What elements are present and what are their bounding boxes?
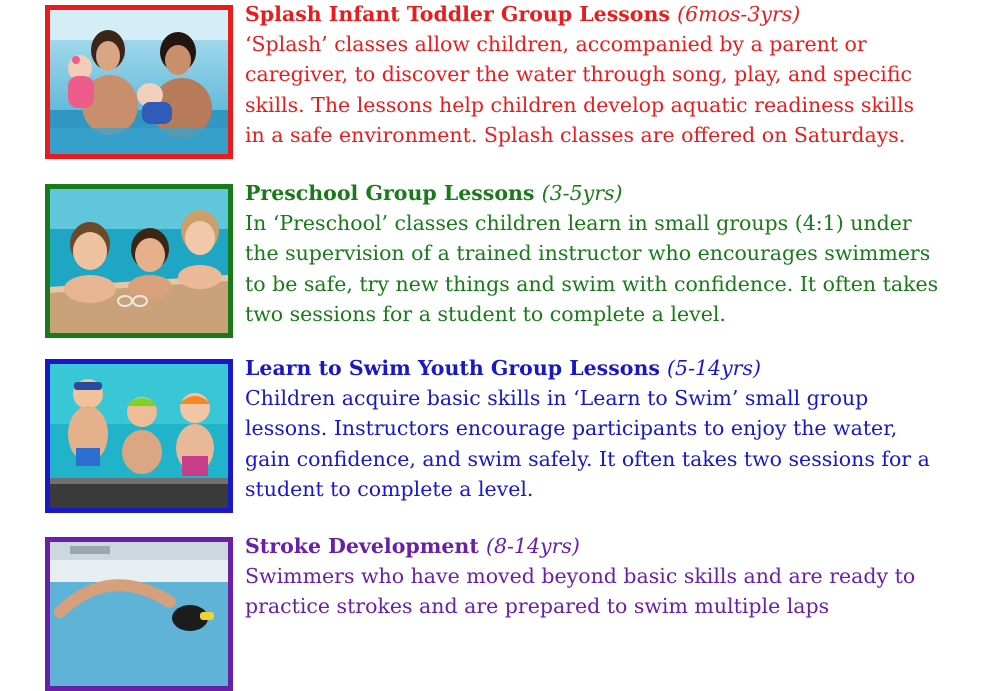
- lesson-description-line: In ‘Preschool’ classes children learn in small groups (4:1) under: [245, 211, 912, 236]
- lesson-title: Learn to Swim Youth Group Lessons: [245, 356, 660, 380]
- learn-to-swim-photo: [45, 359, 233, 513]
- lesson-age-range: (8-14yrs): [485, 534, 580, 558]
- lesson-description-line: two sessions for a student to complete a level.: [245, 301, 726, 326]
- lesson-description-line: Swimmers who have moved beyond basic skills and are ready to: [245, 564, 916, 589]
- lesson-description-line: ‘Splash’ classes allow children, accompanied by a parent or: [245, 32, 867, 57]
- preschool-photo: [45, 184, 233, 338]
- lesson-age-range: (5-14yrs): [667, 356, 761, 380]
- kids-with-goggles-photo: [50, 364, 228, 508]
- lesson-heading: [245, 531, 945, 561]
- lesson-preschool-text: [245, 178, 945, 329]
- lesson-description-line: gain confidence, and swim safely. It often takes two sessions for a: [245, 446, 930, 471]
- lesson-title: Preschool Group Lessons: [245, 181, 535, 205]
- lesson-description-line: practice strokes and are prepared to swim multiple laps: [245, 594, 830, 619]
- lesson-description-line: student to complete a level.: [245, 476, 534, 501]
- lesson-description-line: to be safe, try new things and swim with confidence. It often takes: [245, 271, 939, 296]
- lesson-description-line: skills. The lessons help children develop aquatic readiness skills: [245, 92, 915, 117]
- lesson-description-line: Children acquire basic skills in ‘Learn to Swim’ small group: [245, 386, 869, 411]
- lesson-learn-to-swim-text: [245, 353, 945, 504]
- lesson-description-line: in a safe environment. Splash classes are offered on Saturdays.: [245, 122, 906, 147]
- lesson-title: Splash Infant Toddler Group Lessons: [245, 2, 670, 26]
- swimmer-freestyle-photo: [50, 542, 228, 686]
- lesson-stroke-development-text: [245, 531, 945, 622]
- lesson-description-line: the supervision of a trained instructor who encourages swimmers: [245, 241, 931, 266]
- children-at-pool-edge-photo: [50, 189, 228, 333]
- mothers-with-babies-photo: [50, 10, 228, 154]
- lesson-description-line: caregiver, to discover the water through song, play, and specific: [245, 62, 912, 87]
- splash-photo: [45, 5, 233, 159]
- lesson-heading: [245, 0, 945, 29]
- lesson-age-range: (3-5yrs): [541, 181, 623, 205]
- lesson-age-range: (6mos-3yrs): [677, 2, 801, 26]
- lesson-title: Stroke Development: [245, 534, 479, 558]
- lesson-heading: [245, 178, 945, 208]
- lesson-heading: [245, 353, 945, 383]
- stroke-development-photo: [45, 537, 233, 691]
- lesson-splash-text: [245, 0, 945, 150]
- lesson-description-line: lessons. Instructors encourage participants to enjoy the water,: [245, 416, 898, 441]
